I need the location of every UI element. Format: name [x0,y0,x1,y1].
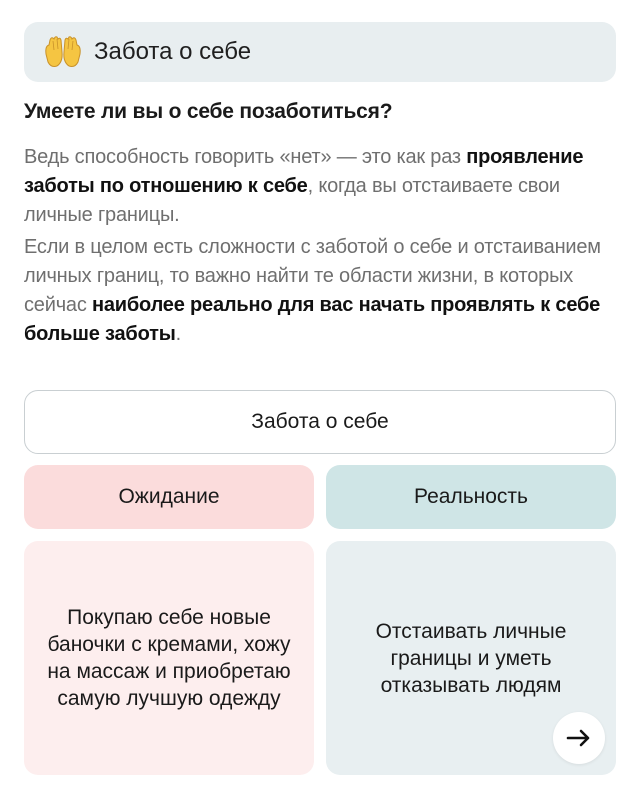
arrow-right-icon [566,728,592,748]
paragraph-1 [24,143,616,230]
topic-banner [24,22,616,82]
table-header: Забота о себе [24,390,616,454]
question-heading: Умеете ли вы о себе позаботиться? [24,100,393,123]
expectation-header: Ожидание [24,465,314,529]
paragraph-2-text-end: . [175,323,181,345]
expectation-cell: Покупаю себе новые баночки с кремами, хожу на массаж и приобретаю самую лучшую одежду [24,541,314,775]
raised-hands-icon [42,34,84,70]
paragraph-1-text: Ведь способность говорить «нет» — это как раз [24,146,467,168]
paragraph-1-text-end: , когда вы отстаиваете свои личные границы. [24,175,560,226]
reality-header: Реальность [326,465,616,529]
next-button[interactable] [553,712,605,764]
topic-label: Забота о себе [94,38,252,65]
reality-cell: Отстаивать личные границы и уметь отказывать людям [326,541,616,775]
paragraph-1-bold: проявление заботы по отношению к себе [24,146,584,197]
paragraph-2 [24,233,616,349]
paragraph-2-bold: наиболее реально для вас начать проявлять к себе больше заботы [24,294,601,345]
paragraph-2-text: Если в целом есть сложности с заботой о себе и отстаиванием личных границ, то важно найти те области жизни, в которых сейчас [24,236,601,316]
